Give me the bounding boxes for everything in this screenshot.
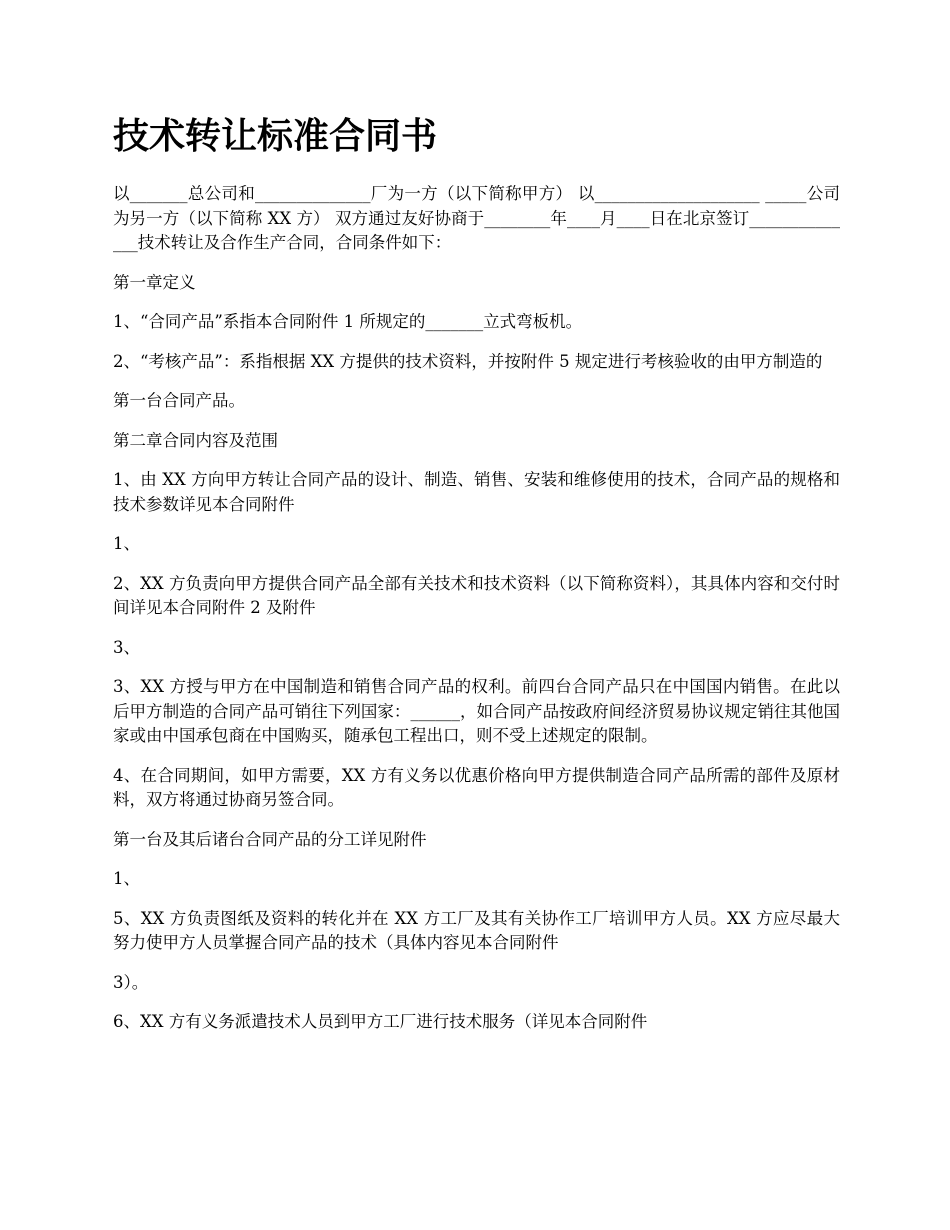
paragraph-scope-4: 4、在合同期间，如甲方需要，XX 方有义务以优惠价格向甲方提供制造合同产品所需的部件及原材料，双方将通过协商另签合同。 — [113, 765, 840, 809]
paragraph-def-2-cont: 第一台合同产品。 — [113, 391, 245, 410]
paragraph-division: 第一台及其后诸台合同产品的分工详见附件 — [113, 829, 427, 849]
paragraph-scope-5-cont: 3）。 — [113, 972, 149, 992]
page-title: 技术转让标准合同书 — [113, 115, 438, 157]
paragraph-scope-1-cont: 1、 — [113, 534, 140, 553]
paragraph-def-2: 2、“考核产品”：系指根据 XX 方提供的技术资料，并按附件 5 规定进行考核验收的由甲方制造的 — [113, 351, 823, 371]
paragraph-scope-5: 5、XX 方负责图纸及资料的转化并在 XX 方工厂及其有关协作工厂培训甲方人员。XX 方应尽最大努力使甲方人员掌握合同产品的技术（具体内容见本合同附件 — [113, 908, 840, 952]
paragraph-scope-2-cont: 3、 — [113, 637, 140, 657]
paragraph-parties: 以_______总公司和______________厂为一方（以下简称甲方） 以____________________ _____公司为另一方（以下简称 XX 方） 双方通过友好协商于________年____月____日在北京签订______________技术转让及合作生产合同，合同条件如下： — [113, 184, 840, 252]
paragraph-def-1: 1、“合同产品”系指本合同附件 1 所规定的_______立式弯板机。 — [113, 312, 583, 331]
paragraph-chapter-2-heading: 第二章合同内容及范围 — [113, 430, 278, 450]
paragraph-scope-1: 1、由 XX 方向甲方转让合同产品的设计、制造、销售、安装和维修使用的技术，合同产品的规格和技术参数详见本合同附件 — [113, 470, 840, 514]
paragraph-scope-6: 6、XX 方有义务派遣技术人员到甲方工厂进行技术服务（详见本合同附件 — [113, 1012, 648, 1031]
paragraph-chapter-1-heading: 第一章定义 — [113, 272, 196, 292]
document-page — [113, 108, 840, 1050]
paragraph-division-cont: 1、 — [113, 869, 140, 888]
paragraph-scope-3: 3、XX 方授与甲方在中国制造和销售合同产品的权利。前四台合同产品只在中国国内销售。在此以后甲方制造的合同产品可销往下列国家：______，如合同产品按政府间经济贸易协议规定销往其他国家或由中国承包商在中国购买，随承包工程出口，则不受上述规定的限制。 — [113, 677, 840, 745]
paragraph-scope-2: 2、XX 方负责向甲方提供合同产品全部有关技术和技术资料（以下简称资料），其具体内容和交付时间详见本合同附件 2 及附件 — [113, 573, 840, 617]
